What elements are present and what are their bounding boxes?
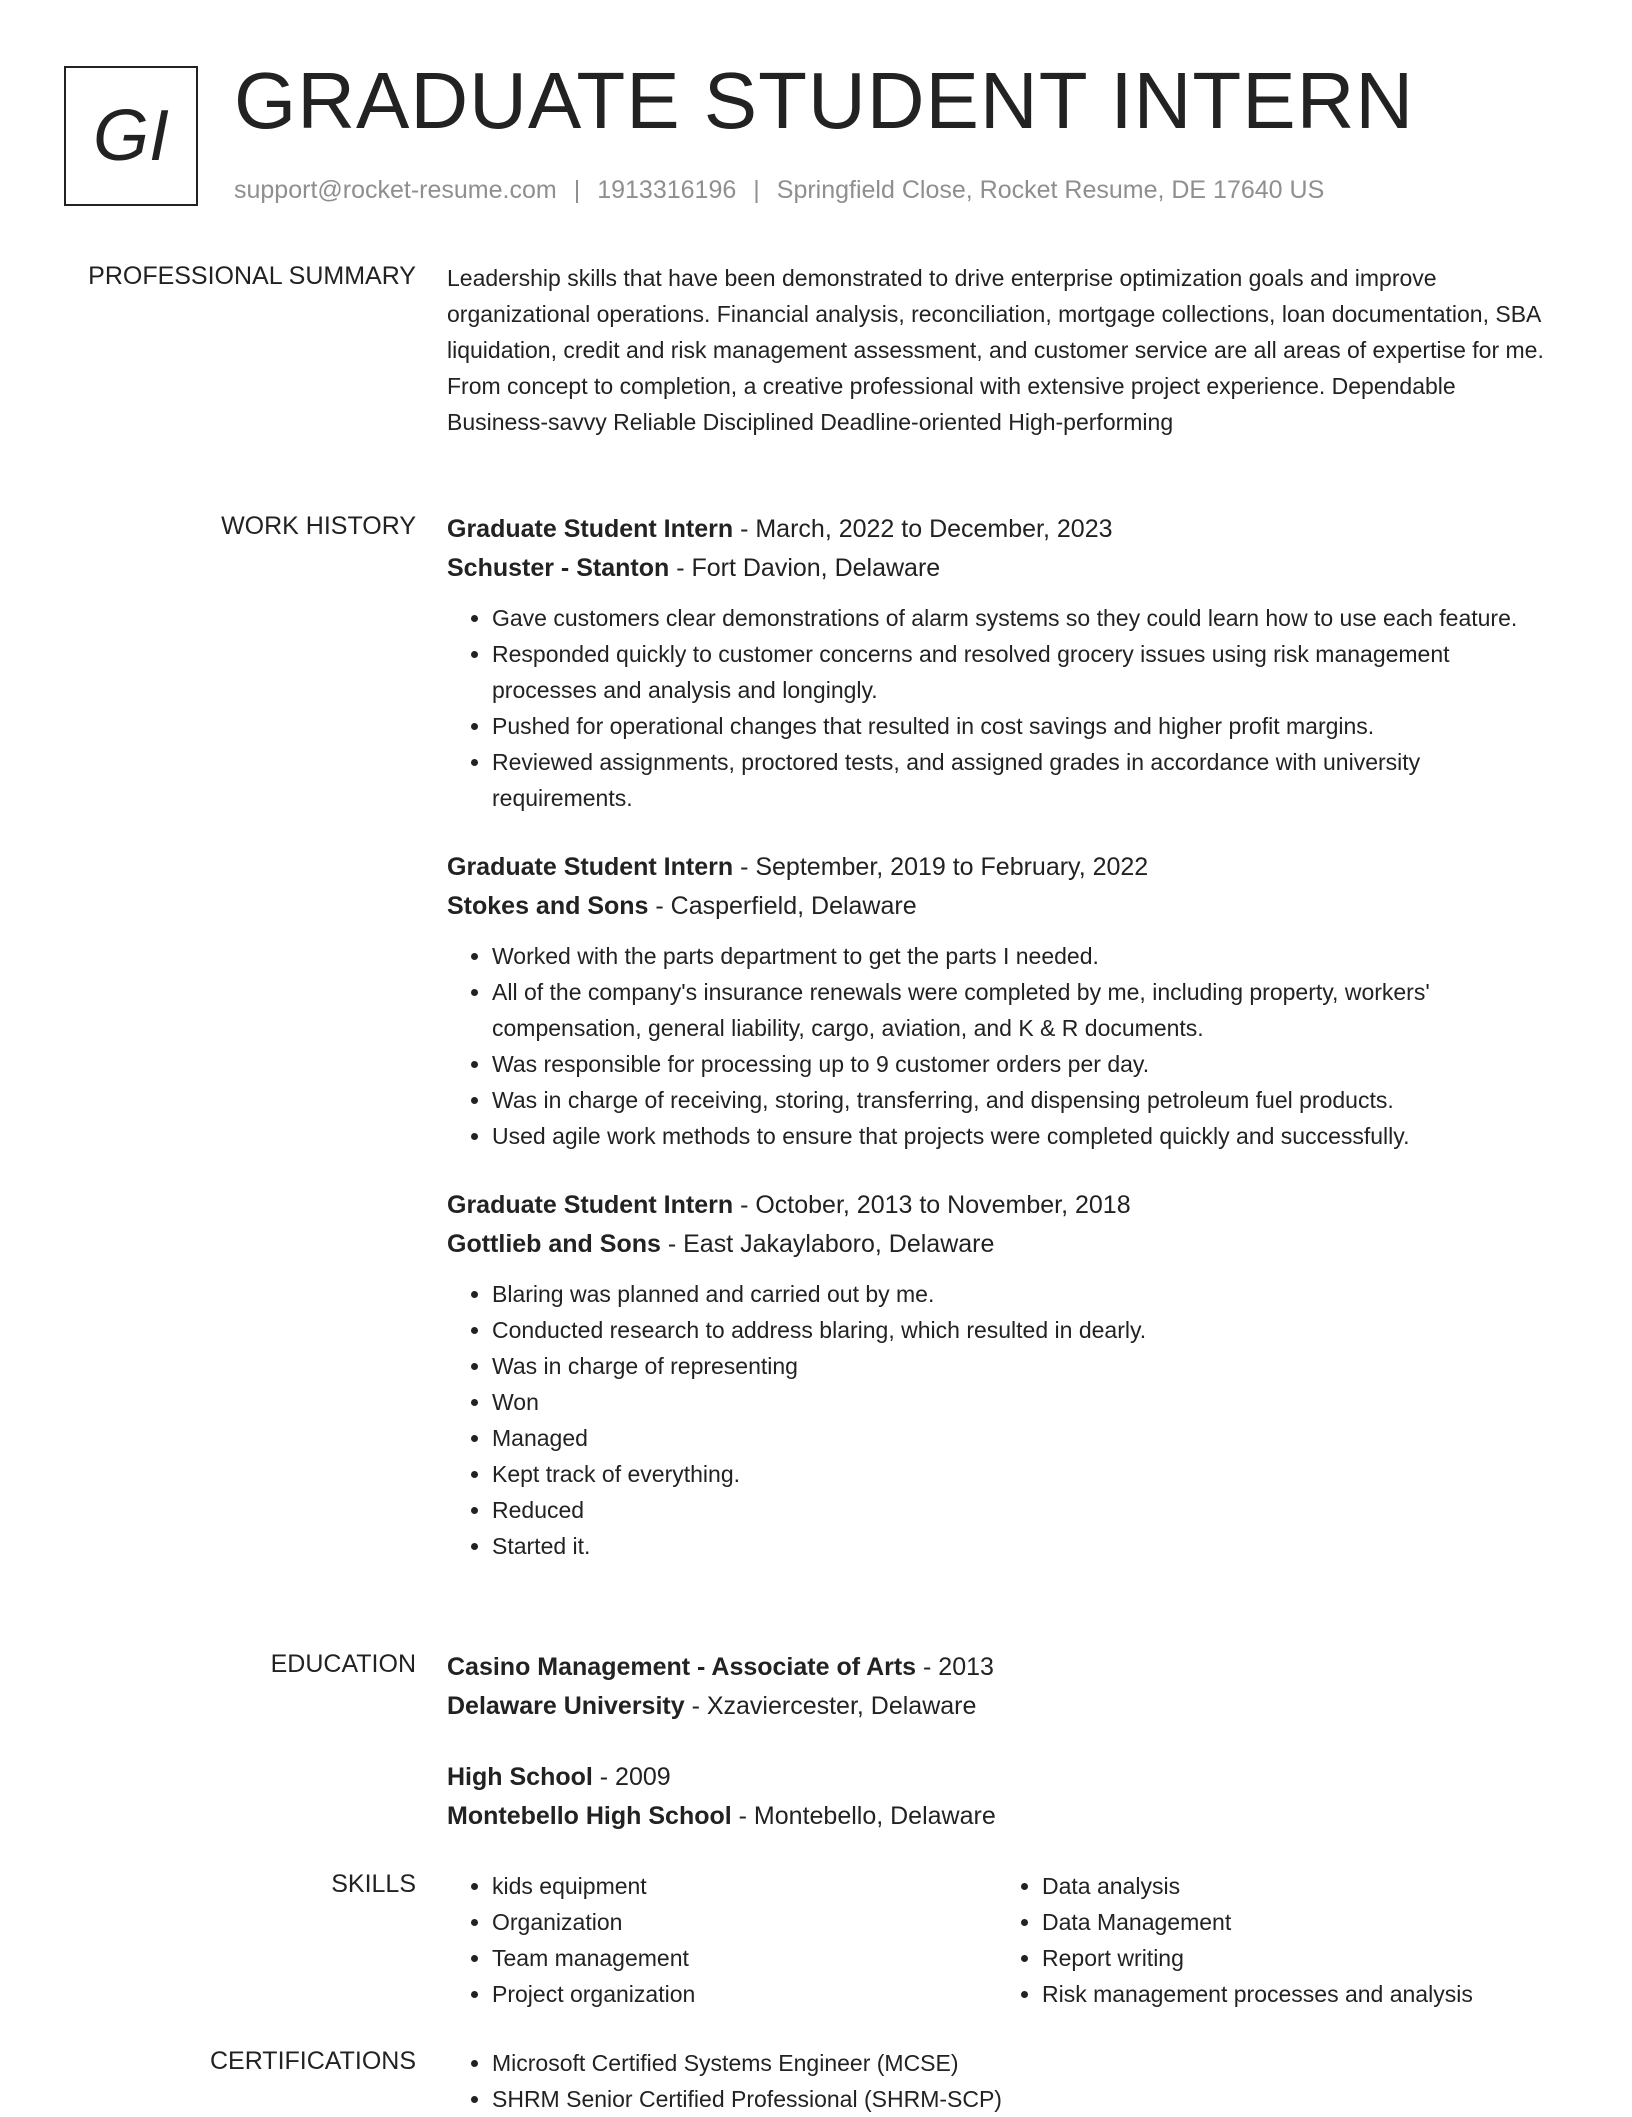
contact-email[interactable]: support@rocket-resume.com bbox=[234, 176, 557, 204]
job-bullets bbox=[447, 600, 1547, 816]
job-bullet: • Kept track of everything. bbox=[492, 1456, 1547, 1492]
education-degree-line bbox=[447, 1648, 1547, 1687]
summary-text: Leadership skills that have been demonstrated to drive enterprise optimization goals and improve organizational operations. Financial analysis, reconciliation, mortgage collections, loan documentation, SBA liquidation, credit and risk management assessment, and customer service are all areas of expertise for me. From concept to completion, a creative professional with extensive project experience. Dependable Business-savvy Reliable Disciplined Deadline-oriented High-performing bbox=[447, 265, 1544, 435]
education-degree: High School bbox=[447, 1763, 593, 1791]
education-school-line bbox=[447, 1687, 1547, 1726]
education-heading: EDUCATION bbox=[270, 1650, 416, 1678]
job-bullet: • Responded quickly to customer concerns and resolved grocery issues using risk management processes and analysis and longingly. bbox=[492, 636, 1547, 708]
monogram-initials: GI bbox=[92, 96, 169, 176]
job-bullet: • Blaring was planned and carried out by me. bbox=[492, 1276, 1547, 1312]
skill-item: • Report writing bbox=[1042, 1940, 1547, 1976]
contact-separator: | bbox=[573, 176, 581, 204]
job-title-line bbox=[447, 510, 1547, 549]
job-bullet: • Gave customers clear demonstrations of alarm systems so they could learn how to use each feature. bbox=[492, 600, 1547, 636]
education-year: - 2013 bbox=[916, 1653, 994, 1681]
job-bullet: • Won bbox=[492, 1384, 1547, 1420]
skill-item: • Data Management bbox=[1042, 1904, 1547, 1940]
job-bullet: • Was in charge of representing bbox=[492, 1348, 1547, 1384]
job-dates: - October, 2013 to November, 2018 bbox=[733, 1191, 1131, 1219]
education-school-line bbox=[447, 1797, 1547, 1836]
contact-address: Springfield Close, Rocket Resume, DE 17640 US bbox=[776, 176, 1325, 204]
skill-item: • Risk management processes and analysis bbox=[1042, 1976, 1547, 2012]
education-degree-line bbox=[447, 1758, 1547, 1797]
skills-heading: SKILLS bbox=[331, 1870, 416, 1898]
job-title-line bbox=[447, 848, 1547, 887]
education-year: - 2009 bbox=[592, 1763, 671, 1791]
certifications-list bbox=[447, 2045, 1547, 2117]
job-company: Stokes and Sons bbox=[447, 892, 649, 920]
education-school: Delaware University bbox=[447, 1692, 685, 1720]
job-bullet: • Worked with the parts department to get the parts I needed. bbox=[492, 938, 1547, 974]
job-title: Graduate Student Intern bbox=[447, 1191, 734, 1219]
job-bullet: • Reduced bbox=[492, 1492, 1547, 1528]
job-location: - Casperfield, Delaware bbox=[648, 892, 917, 920]
certification-item: • SHRM Senior Certified Professional (SHRM-SCP) bbox=[492, 2081, 1547, 2117]
job-location: - Fort Davion, Delaware bbox=[669, 554, 941, 582]
job-title: Graduate Student Intern bbox=[447, 515, 734, 543]
contact-separator: | bbox=[753, 176, 760, 204]
job-bullets bbox=[447, 1276, 1547, 1564]
resume-title: GRADUATE STUDENT INTERN bbox=[234, 56, 1415, 145]
skill-item: • Data analysis bbox=[1042, 1868, 1547, 1904]
skills-columns bbox=[447, 1868, 1547, 2012]
skills-list-left bbox=[447, 1868, 997, 2012]
job-dates: - March, 2022 to December, 2023 bbox=[733, 515, 1113, 543]
job-title-line bbox=[447, 1186, 1547, 1225]
summary-heading: PROFESSIONAL SUMMARY bbox=[88, 262, 416, 290]
education-location: - Xzaviercester, Delaware bbox=[684, 1692, 977, 1720]
job-bullet: • Conducted research to address blaring, which resulted in dearly. bbox=[492, 1312, 1547, 1348]
job-entry bbox=[447, 510, 1547, 816]
job-company-line bbox=[447, 1225, 1547, 1264]
education-entry bbox=[447, 1758, 1547, 1836]
skill-item: • Project organization bbox=[492, 1976, 997, 2012]
job-bullet: • All of the company's insurance renewals were completed by me, including property, workers' compensation, general liability, cargo, aviation, and K & R documents. bbox=[492, 974, 1547, 1046]
job-company-line bbox=[447, 887, 1547, 926]
job-company-line bbox=[447, 549, 1547, 588]
education-degree: Casino Management - Associate of Arts bbox=[447, 1653, 917, 1681]
skill-item: • Organization bbox=[492, 1904, 997, 1940]
job-bullet: • Used agile work methods to ensure that projects were completed quickly and successfully. bbox=[492, 1118, 1547, 1154]
job-bullets bbox=[447, 938, 1547, 1154]
job-bullet: • Reviewed assignments, proctored tests, and assigned grades in accordance with university requirements. bbox=[492, 744, 1547, 816]
job-bullet: • Managed bbox=[492, 1420, 1547, 1456]
job-company: Schuster - Stanton bbox=[447, 554, 670, 582]
monogram-badge bbox=[64, 66, 198, 206]
job-title: Graduate Student Intern bbox=[447, 853, 734, 881]
certification-item: • Microsoft Certified Systems Engineer (MCSE) bbox=[492, 2045, 1547, 2081]
education-location: - Montebello, Delaware bbox=[731, 1802, 996, 1830]
contact-line bbox=[234, 176, 1324, 205]
job-bullet: • Was responsible for processing up to 9 customer orders per day. bbox=[492, 1046, 1547, 1082]
certifications-heading: CERTIFICATIONS bbox=[209, 2047, 416, 2075]
work-history-heading: WORK HISTORY bbox=[221, 512, 416, 540]
job-dates: - September, 2019 to February, 2022 bbox=[733, 853, 1149, 881]
skills-list-right bbox=[997, 1868, 1547, 2012]
skill-item: • Team management bbox=[492, 1940, 997, 1976]
job-bullet: • Started it. bbox=[492, 1528, 1547, 1564]
education-entry bbox=[447, 1648, 1547, 1726]
education-school: Montebello High School bbox=[447, 1802, 732, 1830]
job-location: - East Jakaylaboro, Delaware bbox=[660, 1230, 995, 1258]
job-bullet: • Was in charge of receiving, storing, transferring, and dispensing petroleum fuel products. bbox=[492, 1082, 1547, 1118]
job-company: Gottlieb and Sons bbox=[447, 1230, 661, 1258]
job-bullet: • Pushed for operational changes that resulted in cost savings and higher profit margins. bbox=[492, 708, 1547, 744]
job-entry bbox=[447, 848, 1547, 1154]
job-entry bbox=[447, 1186, 1547, 1564]
skill-item: • kids equipment bbox=[492, 1868, 997, 1904]
contact-phone[interactable]: 1913316196 bbox=[597, 176, 737, 204]
